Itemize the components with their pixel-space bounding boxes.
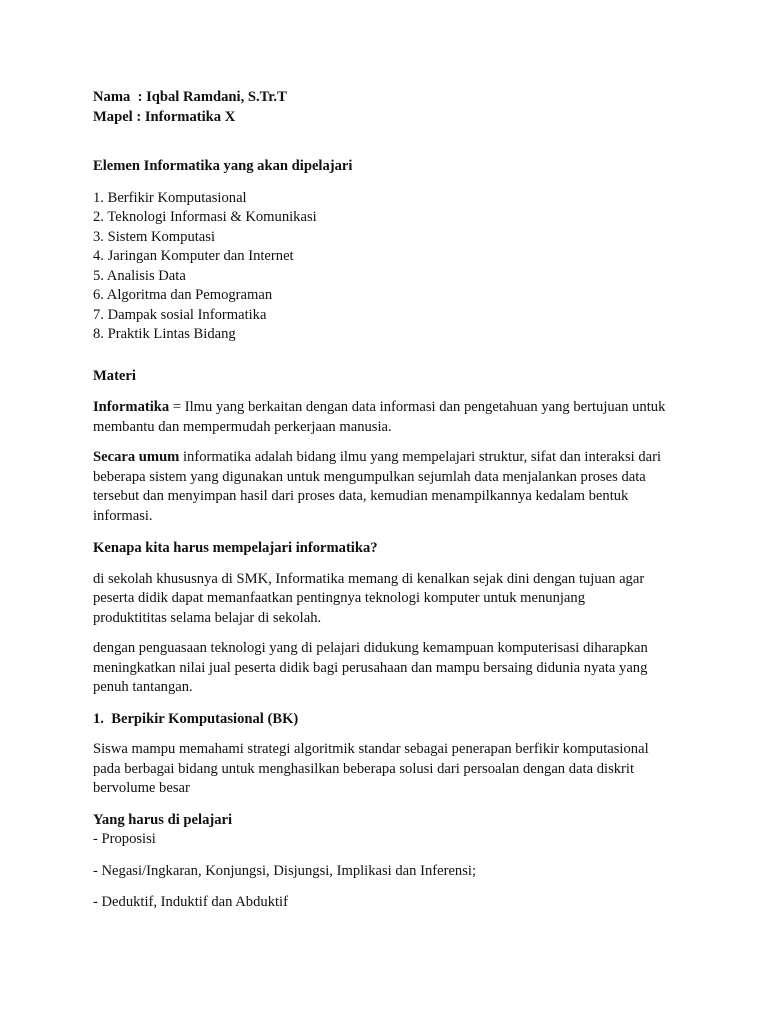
bk-paragraph: Siswa mampu memahami strategi algoritmik standar sebagai penerapan berfikir komputasional pada berbagai bidang untuk menghasilkan beberapa solusi dari persoalan dengan data diskrit bervolume besar <box>93 741 649 796</box>
definition-term: Informatika <box>93 399 170 415</box>
informatika-definition <box>93 398 673 437</box>
list-item: 6. Algoritma dan Pemograman <box>93 287 273 303</box>
materi-heading: Materi <box>93 367 136 384</box>
bk-heading: 1. Berpikir Komputasional (BK) <box>93 710 299 727</box>
list-item: - Proposisi <box>93 831 156 847</box>
list-item: 7. Dampak sosial Informatika <box>93 306 267 323</box>
elements-list <box>93 189 693 345</box>
definition-text: = Ilmu yang berkaitan dengan data informasi dan pengetahuan yang bertujuan untuk membantu dan mempermudah perkerjaan manusia. <box>93 399 666 435</box>
list-item: 2. Teknologi Informasi & Komunikasi <box>93 209 317 225</box>
list-item: 4. Jaringan Komputer dan Internet <box>93 248 294 264</box>
list-item: 5. Analisis Data <box>93 267 186 284</box>
list-item: - Negasi/Ingkaran, Konjungsi, Disjungsi, Implikasi dan Inferensi; <box>93 862 477 879</box>
list-item: 8. Praktik Lintas Bidang <box>93 326 236 342</box>
why-paragraph-2: dengan penguasaan teknologi yang di pelajari didukung kemampuan komputerisasi diharapkan meningkatkan nilai jual peserta didik bagi perusahaan dan mampu bersaing didunia nyata yang penuh tantangan. <box>93 640 648 695</box>
list-item: - Deduktif, Induktif dan Abduktif <box>93 894 288 910</box>
list-item: 1. Berfikir Komputasional <box>93 189 247 206</box>
why-paragraph-1: di sekolah khususnya di SMK, Informatika memang di kenalkan sejak dini dengan tujuan agar peserta didik dapat memanfaatkan pentingnya teknologi komputer untuk menunjang produktititas selama belajar di sekolah. <box>93 570 645 626</box>
subject-line: Mapel : Informatika X <box>93 108 236 125</box>
general-term: Secara umum <box>93 449 180 465</box>
document-page <box>93 88 693 913</box>
author-name-line: Nama : Iqbal Ramdani, S.Tr.T <box>93 89 287 105</box>
elements-heading: Elemen Informatika yang akan dipelajari <box>93 158 353 174</box>
general-text: informatika adalah bidang ilmu yang mempelajari struktur, sifat dan interaksi dari beberapa sistem yang digunakan untuk mengumpulkan sejumlah data menjalankan proses data tersebut dan menyimpan hasil dari proses data, kemudian menampilkannya kedalam bentuk informasi. <box>93 449 662 524</box>
why-heading: Kenapa kita harus mempelajari informatika? <box>93 540 378 556</box>
general-definition <box>93 448 673 526</box>
learn-heading: Yang harus di pelajari <box>93 811 233 828</box>
list-item: 3. Sistem Komputasi <box>93 228 216 245</box>
